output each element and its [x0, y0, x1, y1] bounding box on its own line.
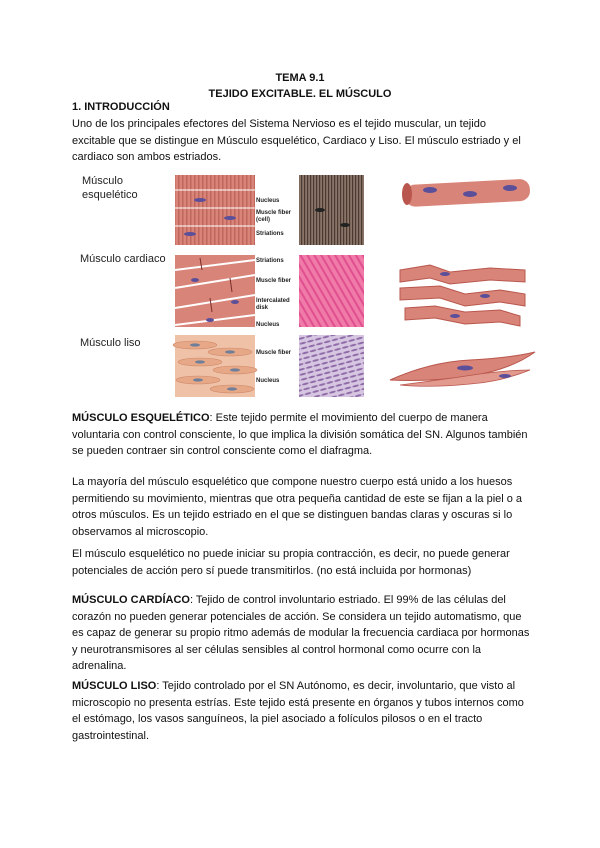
label-smooth: Músculo liso [80, 337, 141, 349]
cardiac-paragraph [72, 592, 532, 675]
section-heading: 1. INTRODUCCIÓN [72, 101, 170, 113]
skeletal-text: : Este tejido permite el movimiento del cuerpo de manera voluntaria con control consciente, lo que implica la división somática del SN. Algunos también se pueden contraer sin control consciente como el diafragma. [72, 412, 528, 457]
label-skeletal-line1: Músculo [82, 175, 123, 187]
intro-paragraph: Uno de los principales efectores del Sistema Nervioso es el tejido muscular, un tejido excitable que se distingue en Músculo esquelético, Cardiaco y Liso. El músculo estriado y el cardiaco son ambos estriados. [72, 118, 521, 163]
ann-skel-fiber-2: (cell) [256, 217, 271, 223]
skeletal-paragraph [72, 410, 532, 460]
skeletal-micrograph [299, 175, 364, 245]
ann-card-striations: Striations [256, 258, 284, 264]
topic-number: TEMA 9.1 [275, 72, 325, 84]
ann-card-fiber: Muscle fiber [256, 278, 292, 284]
ann-card-disk-2: disk [256, 305, 269, 311]
ann-skel-striations: Striations [256, 231, 284, 237]
smooth-heading: MÚSCULO LISO [72, 680, 157, 692]
cardiac-heading: MÚSCULO CARDÍACO [72, 594, 190, 606]
cardiac-text: : Tejido de control involuntario estriado. El 99% de las células del corazón no pueden generar potenciales de acción. Se considera un tejido automatismo, que es capaz de generar su propio ritmo además de modular la frecuencia cardiaca por hormonas y neurotransmisores al ser células sensibles al control hormonal como ocurre con la adrenalina. [72, 594, 530, 672]
skeletal-heading: MÚSCULO ESQUELÉTICO [72, 412, 210, 424]
smooth-drawing [173, 335, 257, 397]
cardiac-fiber-3d [400, 265, 525, 326]
smooth-fiber-3d [390, 352, 535, 386]
skeletal-drawing [175, 175, 255, 245]
ann-skel-nucleus: Nucleus [256, 198, 280, 204]
smooth-text: : Tejido controlado por el SN Autónomo, es decir, involuntario, que visto al microscopio no presenta estrías. Este tejido está presente en órganos y tubos internos como el estómago, los vasos sanguíneos, la piel asociado a folículos pilosos o en el tracto gastrointestinal. [72, 680, 524, 742]
label-skeletal-line2: esquelético [82, 189, 138, 201]
skeletal-fiber-3d [402, 179, 530, 208]
ann-card-nucleus: Nucleus [256, 322, 280, 328]
muscle-types-figure [70, 170, 540, 400]
label-cardiac: Músculo cardiaco [80, 253, 166, 265]
ann-card-disk-1: Intercalated [256, 298, 290, 304]
ann-smooth-fiber: Muscle fiber [256, 350, 292, 356]
skeletal-paragraph-3: El músculo esquelético no puede iniciar su propia contracción, es decir, no puede generar potenciales de acción pero sí puede transmitirlos. (no está incluida por hormonas) [72, 548, 510, 577]
topic-title: TEJIDO EXCITABLE. EL MÚSCULO [208, 88, 392, 100]
skeletal-paragraph-2: La mayoría del músculo esquelético que compone nuestro cuerpo está unido a los huesos permitiendo su movimiento, mientras que otra pequeña cantidad de este se fijan a la piel o a otros músculos. Es un tejido estriado en el que se distinguen bandas claras y oscuras si lo observamos al microscopio. [72, 476, 523, 538]
ann-smooth-nucleus: Nucleus [256, 378, 280, 384]
smooth-micrograph [299, 335, 364, 397]
smooth-paragraph [72, 678, 532, 744]
muscle-figure-svg [70, 170, 540, 400]
cardiac-micrograph [299, 255, 364, 327]
cardiac-drawing [175, 255, 255, 327]
ann-skel-fiber-1: Muscle fiber [256, 210, 292, 216]
